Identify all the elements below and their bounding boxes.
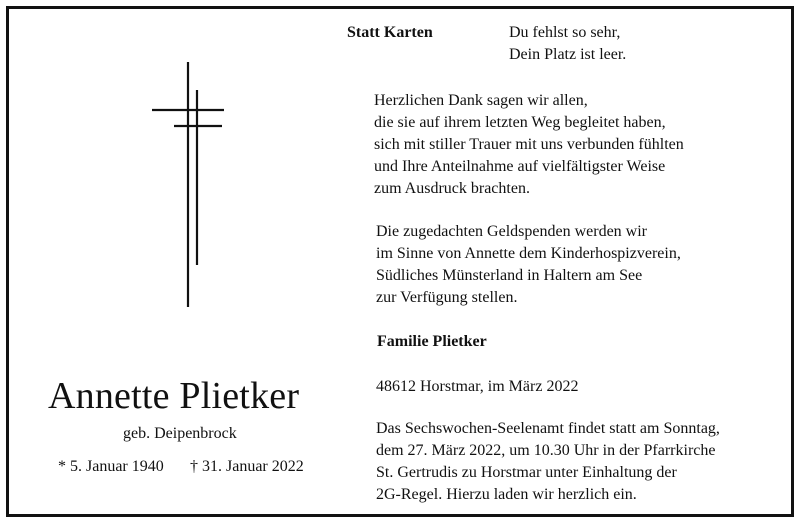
thanks-line-3: sich mit stiller Trauer mit uns verbunden fühlten	[374, 136, 684, 153]
death-date: † 31. Januar 2022	[190, 458, 304, 475]
place-date: 48612 Horstmar, im März 2022	[376, 378, 579, 395]
verse-line-1: Du fehlst so sehr,	[509, 24, 621, 41]
donations-line-4: zur Verfügung stellen.	[376, 289, 518, 306]
donations-line-3: Südliches Münsterland in Haltern am See	[376, 267, 643, 284]
service-line-2: dem 27. März 2022, um 10.30 Uhr in der Pfarrkirche	[376, 442, 716, 459]
double-cross-icon	[152, 62, 224, 307]
thanks-line-4: und Ihre Anteilnahme auf vielfältigster Weise	[374, 158, 666, 175]
thanks-line-2: die sie auf ihrem letzten Weg begleitet haben,	[374, 114, 666, 131]
service-line-3: St. Gertrudis zu Horstmar unter Einhaltung der	[376, 464, 677, 481]
donations-line-2: im Sinne von Annette dem Kinderhospizverein,	[376, 245, 681, 262]
family-signature: Familie Plietker	[377, 333, 487, 350]
service-line-4: 2G-Regel. Hierzu laden wir herzlich ein.	[376, 486, 637, 503]
statt-karten-label: Statt Karten	[347, 24, 433, 41]
thanks-line-1: Herzlichen Dank sagen wir allen,	[374, 92, 588, 109]
deceased-name: Annette Plietker	[48, 375, 300, 417]
thanks-line-5: zum Ausdruck brachten.	[374, 180, 530, 197]
birth-date: * 5. Januar 1940	[58, 458, 164, 475]
service-line-1: Das Sechswochen-Seelenamt findet statt am Sonntag,	[376, 420, 720, 437]
donations-line-1: Die zugedachten Geldspenden werden wir	[376, 223, 647, 240]
maiden-name: geb. Deipenbrock	[123, 425, 237, 442]
verse-line-2: Dein Platz ist leer.	[509, 46, 627, 63]
